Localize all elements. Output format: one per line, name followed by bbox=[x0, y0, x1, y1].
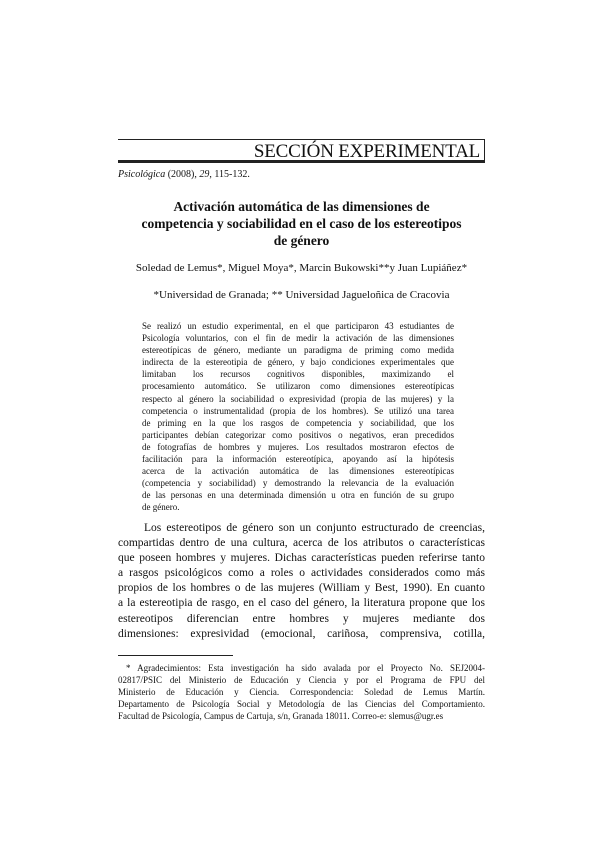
footnote-line: Ministerio de Educación y Ciencia. Correspondencia: Soledad de Lemus Martín. bbox=[118, 687, 485, 697]
abstract-line: de género. bbox=[142, 502, 180, 513]
footnote-divider bbox=[118, 655, 233, 656]
affiliations: *Universidad de Granada; ** Universidad Jagueloñica de Cracovia bbox=[153, 289, 450, 301]
footnote-line: Facultad de Psicología, Campus de Cartuja, s/n, Granada 18011. Correo-e: slemus@ugr.es bbox=[118, 711, 444, 721]
abstract-line: Psicología voluntarios, con el fin de medir la activación de las dimensiones bbox=[142, 333, 454, 344]
abstract-line: limitaban los recursos cognitivos disponibles, maximizando el bbox=[142, 369, 454, 380]
authors: Soledad de Lemus*, Miguel Moya*, Marcin Bukowski**y Juan Lupiáñez* bbox=[135, 262, 468, 274]
title-line: de género bbox=[273, 233, 330, 248]
journal-year: (2008), bbox=[167, 169, 197, 180]
citation bbox=[118, 169, 250, 180]
abstract-line: de priming en la que los rasgos de competencia y sociabilidad, que los bbox=[142, 417, 454, 428]
footnote bbox=[118, 662, 485, 722]
section-title: SECCIÓN EXPERIMENTAL bbox=[253, 141, 480, 162]
abstract-line: respecto al género la sociabilidad o expresividad (propia de las mujeres) y la bbox=[142, 393, 454, 404]
abstract-line: facilitación para la información estereotípica, apoyando así la hipótesis bbox=[142, 454, 454, 465]
body-line: compartidas dentro de una cultura, acerca de los atributos o características bbox=[118, 537, 485, 550]
body-line: dimensiones: expresividad (emocional, cariñosa, comprensiva, cotilla, bbox=[118, 627, 485, 640]
body-line: estereotipos diferencian entre hombres y mujeres mediante dos bbox=[118, 612, 485, 625]
abstract-line: acerca de la activación automática de las dimensiones estereotípicas bbox=[142, 466, 454, 477]
title-line: competencia y sociabilidad en el caso de los estereotipos bbox=[141, 216, 462, 231]
journal-name: Psicológica bbox=[118, 169, 166, 180]
body-line: a rasgos psicológicos como a roles o actividades considerados como más bbox=[118, 567, 485, 580]
abstract-line: (competencia y sociabilidad) y demostrando la relevancia de la evaluación bbox=[142, 478, 454, 489]
footnote-line: 02817/PSIC del Ministerio de Educación y Ciencia y por el Programa de FPU del bbox=[118, 675, 485, 685]
body-line: que poseen hombres y mujeres. Dichas características pueden referirse tanto bbox=[118, 552, 485, 565]
section-header-box bbox=[118, 139, 485, 163]
footnote-line: Departamento de Psicología Social y Metodología de las Ciencias del Comportamiento. bbox=[118, 699, 485, 709]
body-line: propios de los hombres o de las mujeres (William y Best, 1990). En cuanto bbox=[118, 582, 485, 595]
footnote-line: * Agradecimientos: Esta investigación ha sido avalada por el Proyecto No. SEJ2004- bbox=[126, 663, 485, 673]
abstract-line: de las personas en una determinada dimensión u otra en función de su grupo bbox=[142, 490, 454, 501]
abstract-line: procesamiento automático. Se utilizaron como dimensiones estereotípicas bbox=[142, 381, 454, 392]
abstract-line: indirecta de la estereotipia de género, y bajo condiciones experimentales que bbox=[142, 357, 454, 368]
abstract-line: estereotípicas de género, mediante un paradigma de priming como medida bbox=[142, 345, 454, 356]
abstract-line: participantes debían categorizar como positivos o negativos, eran precedidos bbox=[142, 429, 454, 440]
abstract-line: Se realizó un estudio experimental, en el que participaron 43 estudiantes de bbox=[142, 321, 454, 331]
paper-title bbox=[118, 198, 485, 249]
body-line: Los estereotipos de género son un conjunto estructurado de creencias, bbox=[144, 522, 485, 534]
body-line: a la estereotipia de rasgo, en el caso del género, la literatura propone que los bbox=[118, 597, 485, 610]
journal-pages: , 115-132. bbox=[209, 169, 250, 180]
title-line: Activación automática de las dimensiones de bbox=[173, 199, 430, 214]
abstract-line: de fotografías de hombres y mujeres. Los resultados mostraron efectos de bbox=[142, 441, 454, 452]
abstract bbox=[142, 320, 454, 514]
body-paragraph bbox=[118, 521, 485, 642]
journal-volume: 29 bbox=[199, 169, 210, 180]
abstract-line: competencia o instrumentalidad (propia de los hombres). Se utilizó una tarea bbox=[142, 405, 454, 416]
